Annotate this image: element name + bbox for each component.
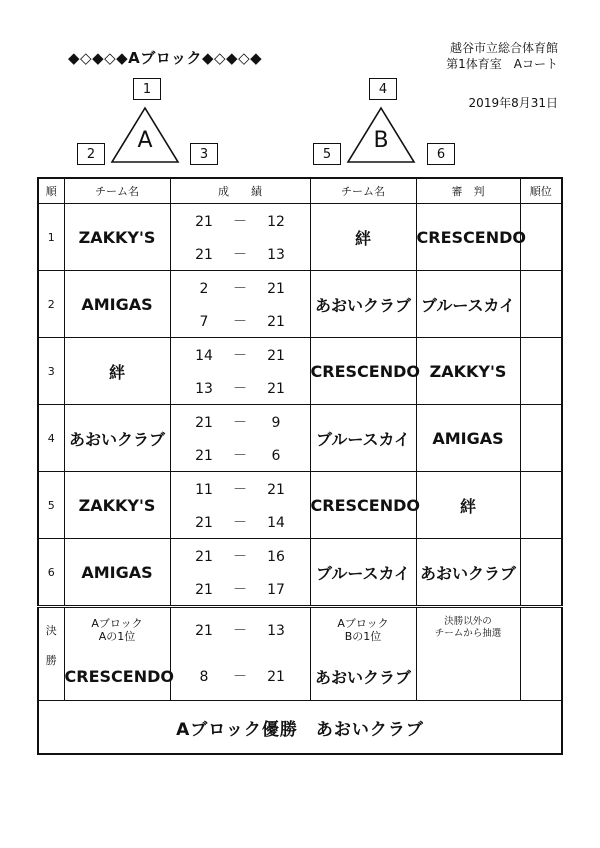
final-label-bottom: 勝 — [38, 652, 64, 701]
header-team1: チーム名 — [64, 178, 170, 204]
set2-score: 13 － 21 — [170, 371, 310, 405]
match-number: 5 — [38, 472, 64, 539]
set2-score: 21 － 13 — [170, 237, 310, 271]
venue-name: 越谷市立総合体育館 — [449, 41, 558, 55]
final-referee-note — [416, 607, 520, 701]
slot-6: 6 — [427, 143, 455, 165]
group-b-letter: B — [373, 128, 389, 153]
team1-name: AMIGAS — [64, 271, 170, 338]
final-row — [38, 607, 562, 653]
table-row — [38, 271, 562, 305]
set2-score: 21 － 17 — [170, 572, 310, 607]
slot-4: 4 — [369, 78, 397, 100]
rank-cell — [520, 539, 562, 607]
final-referee-line1: 決勝以外の — [444, 616, 492, 627]
final-team2-name: あおいクラブ — [310, 652, 416, 701]
slot-2: 2 — [77, 143, 105, 165]
referee-name: 絆 — [416, 472, 520, 539]
set2-score: 7 － 21 — [170, 304, 310, 338]
team2-name: あおいクラブ — [310, 271, 416, 338]
final-set1-score: 21 － 13 — [170, 607, 310, 653]
team2-name: CRESCENDO — [310, 338, 416, 405]
venue-court: 第1体育室 Aコート — [446, 57, 558, 71]
rank-cell — [520, 271, 562, 338]
group-a-letter: A — [137, 128, 153, 153]
header-result: 成 績 — [170, 178, 310, 204]
page-title: ◆◇◆◇◆Aブロック◆◇◆◇◆ — [68, 49, 263, 67]
referee-name: CRESCENDO — [416, 204, 520, 271]
table-header-row — [38, 178, 562, 204]
slot-1: 1 — [133, 78, 161, 100]
final-team2-seed-line1: Aブロック — [337, 617, 389, 630]
match-number: 2 — [38, 271, 64, 338]
table-row — [38, 472, 562, 506]
table-row — [38, 338, 562, 372]
table-row — [38, 204, 562, 238]
team1-name: ZAKKY'S — [64, 204, 170, 271]
set2-score: 21 － 6 — [170, 438, 310, 472]
team1-name: AMIGAS — [64, 539, 170, 607]
set1-score: 21 － 9 — [170, 405, 310, 439]
results-table — [37, 177, 563, 755]
final-team2-seed — [310, 607, 416, 653]
team1-name: あおいクラブ — [64, 405, 170, 472]
final-team1-seed — [64, 607, 170, 653]
final-team2-seed-line2: Bの1位 — [344, 630, 382, 643]
final-rank-cell — [520, 607, 562, 701]
match-number: 3 — [38, 338, 64, 405]
match-number: 4 — [38, 405, 64, 472]
team1-name: 絆 — [64, 338, 170, 405]
slot-5: 5 — [313, 143, 341, 165]
rank-cell — [520, 204, 562, 271]
team2-name: ブルースカイ — [310, 405, 416, 472]
set1-score: 14 － 21 — [170, 338, 310, 372]
header-rank: 順位 — [520, 178, 562, 204]
winner-row — [38, 701, 562, 755]
team2-name: CRESCENDO — [310, 472, 416, 539]
referee-name: あおいクラブ — [416, 539, 520, 607]
event-date: 2019年8月31日 — [468, 96, 558, 110]
team2-name: ブルースカイ — [310, 539, 416, 607]
winner-banner: Aブロック優勝 あおいクラブ — [38, 701, 562, 755]
set2-score: 21 － 14 — [170, 505, 310, 539]
referee-name: AMIGAS — [416, 405, 520, 472]
table-row — [38, 539, 562, 573]
final-label-top: 決 — [38, 607, 64, 653]
team1-name: ZAKKY'S — [64, 472, 170, 539]
team2-name: 絆 — [310, 204, 416, 271]
final-team1-seed-line1: Aブロック — [91, 617, 143, 630]
final-team1-name: CRESCENDO — [64, 652, 170, 701]
final-referee-line2: チームから抽選 — [434, 628, 502, 639]
referee-name: ZAKKY'S — [416, 338, 520, 405]
set1-score: 21 － 16 — [170, 539, 310, 573]
header-team2: チーム名 — [310, 178, 416, 204]
set1-score: 2 － 21 — [170, 271, 310, 305]
table-row — [38, 405, 562, 439]
slot-3: 3 — [190, 143, 218, 165]
match-number: 1 — [38, 204, 64, 271]
header-order: 順 — [38, 178, 64, 204]
set1-score: 11 － 21 — [170, 472, 310, 506]
header-referee: 審 判 — [416, 178, 520, 204]
final-team1-seed-line2: Aの1位 — [98, 630, 136, 643]
rank-cell — [520, 405, 562, 472]
final-set2-score: 8 － 21 — [170, 652, 310, 701]
rank-cell — [520, 472, 562, 539]
rank-cell — [520, 338, 562, 405]
match-number: 6 — [38, 539, 64, 607]
set1-score: 21 － 12 — [170, 204, 310, 238]
referee-name: ブルースカイ — [416, 271, 520, 338]
